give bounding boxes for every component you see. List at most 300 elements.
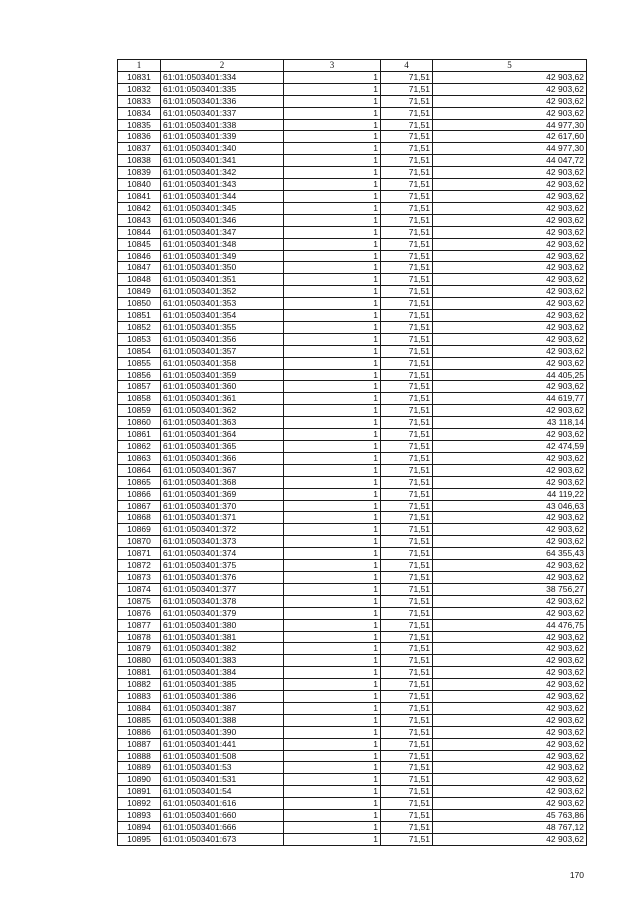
cadastral-number-cell: 61:01:0503401:357 — [161, 345, 284, 357]
table-row — [118, 95, 587, 107]
value-cell: 42 903,62 — [433, 345, 587, 357]
value-cell: 42 903,62 — [433, 571, 587, 583]
row-number-cell: 10858 — [118, 393, 161, 405]
table-row — [118, 262, 587, 274]
cadastral-number-cell: 61:01:0503401:364 — [161, 429, 284, 441]
cadastral-number-cell: 61:01:0503401:339 — [161, 131, 284, 143]
value-cell: 42 903,62 — [433, 655, 587, 667]
quantity-cell: 1 — [284, 524, 381, 536]
table-row — [118, 798, 587, 810]
cadastral-number-cell: 61:01:0503401:371 — [161, 512, 284, 524]
quantity-cell: 1 — [284, 488, 381, 500]
cadastral-number-cell: 61:01:0503401:361 — [161, 393, 284, 405]
area-cell: 71,51 — [381, 143, 433, 155]
area-cell: 71,51 — [381, 822, 433, 834]
cadastral-number-cell: 61:01:0503401:360 — [161, 381, 284, 393]
table-row — [118, 512, 587, 524]
area-cell: 71,51 — [381, 667, 433, 679]
row-number-cell: 10853 — [118, 333, 161, 345]
area-cell: 71,51 — [381, 369, 433, 381]
row-number-cell: 10833 — [118, 95, 161, 107]
quantity-cell: 1 — [284, 798, 381, 810]
row-number-cell: 10881 — [118, 667, 161, 679]
area-cell: 71,51 — [381, 429, 433, 441]
row-number-cell: 10835 — [118, 119, 161, 131]
row-number-cell: 10875 — [118, 595, 161, 607]
row-number-cell: 10874 — [118, 583, 161, 595]
quantity-cell: 1 — [284, 107, 381, 119]
quantity-cell: 1 — [284, 464, 381, 476]
row-number-cell: 10832 — [118, 83, 161, 95]
quantity-cell: 1 — [284, 95, 381, 107]
table-row — [118, 452, 587, 464]
table-row — [118, 714, 587, 726]
value-cell: 42 903,62 — [433, 250, 587, 262]
value-cell: 42 903,62 — [433, 833, 587, 845]
quantity-cell: 1 — [284, 595, 381, 607]
quantity-cell: 1 — [284, 691, 381, 703]
quantity-cell: 1 — [284, 738, 381, 750]
area-cell: 71,51 — [381, 131, 433, 143]
quantity-cell: 1 — [284, 452, 381, 464]
cadastral-number-cell: 61:01:0503401:368 — [161, 476, 284, 488]
quantity-cell: 1 — [284, 548, 381, 560]
table-row — [118, 595, 587, 607]
value-cell: 42 903,62 — [433, 357, 587, 369]
row-number-cell: 10882 — [118, 679, 161, 691]
row-number-cell: 10891 — [118, 786, 161, 798]
row-number-cell: 10895 — [118, 833, 161, 845]
area-cell: 71,51 — [381, 619, 433, 631]
value-cell: 38 756,27 — [433, 583, 587, 595]
row-number-cell: 10834 — [118, 107, 161, 119]
page-number: 170 — [569, 870, 584, 880]
area-cell: 71,51 — [381, 95, 433, 107]
value-cell: 42 903,62 — [433, 738, 587, 750]
area-cell: 71,51 — [381, 333, 433, 345]
table-row — [118, 119, 587, 131]
table-row — [118, 548, 587, 560]
quantity-cell: 1 — [284, 714, 381, 726]
table-row — [118, 619, 587, 631]
value-cell: 42 903,62 — [433, 560, 587, 572]
table-row — [118, 274, 587, 286]
area-cell: 71,51 — [381, 774, 433, 786]
cadastral-number-cell: 61:01:0503401:340 — [161, 143, 284, 155]
column-header-3: 3 — [284, 60, 381, 72]
table-row — [118, 107, 587, 119]
row-number-cell: 10840 — [118, 179, 161, 191]
table-row — [118, 190, 587, 202]
value-cell: 45 763,86 — [433, 810, 587, 822]
table-body — [118, 71, 587, 845]
area-cell: 71,51 — [381, 119, 433, 131]
value-cell: 42 903,62 — [433, 726, 587, 738]
cadastral-number-cell: 61:01:0503401:343 — [161, 179, 284, 191]
table-row — [118, 417, 587, 429]
table-row — [118, 345, 587, 357]
row-number-cell: 10890 — [118, 774, 161, 786]
table-row — [118, 83, 587, 95]
column-header-1: 1 — [118, 60, 161, 72]
quantity-cell: 1 — [284, 679, 381, 691]
quantity-cell: 1 — [284, 810, 381, 822]
value-cell: 42 903,62 — [433, 691, 587, 703]
row-number-cell: 10893 — [118, 810, 161, 822]
quantity-cell: 1 — [284, 405, 381, 417]
row-number-cell: 10871 — [118, 548, 161, 560]
cadastral-number-cell: 61:01:0503401:346 — [161, 214, 284, 226]
row-number-cell: 10877 — [118, 619, 161, 631]
value-cell: 42 903,62 — [433, 107, 587, 119]
table-row — [118, 667, 587, 679]
value-cell: 42 617,60 — [433, 131, 587, 143]
area-cell: 71,51 — [381, 286, 433, 298]
row-number-cell: 10836 — [118, 131, 161, 143]
value-cell: 42 903,62 — [433, 750, 587, 762]
area-cell: 71,51 — [381, 762, 433, 774]
quantity-cell: 1 — [284, 71, 381, 83]
area-cell: 71,51 — [381, 655, 433, 667]
cadastral-number-cell: 61:01:0503401:337 — [161, 107, 284, 119]
cadastral-number-cell: 61:01:0503401:616 — [161, 798, 284, 810]
value-cell: 42 903,62 — [433, 310, 587, 322]
area-cell: 71,51 — [381, 274, 433, 286]
table-row — [118, 167, 587, 179]
area-cell: 71,51 — [381, 691, 433, 703]
area-cell: 71,51 — [381, 417, 433, 429]
area-cell: 71,51 — [381, 250, 433, 262]
quantity-cell: 1 — [284, 262, 381, 274]
area-cell: 71,51 — [381, 155, 433, 167]
table-row — [118, 607, 587, 619]
row-number-cell: 10887 — [118, 738, 161, 750]
cadastral-number-cell: 61:01:0503401:366 — [161, 452, 284, 464]
area-cell: 71,51 — [381, 631, 433, 643]
table-row — [118, 476, 587, 488]
cadastral-number-cell: 61:01:0503401:660 — [161, 810, 284, 822]
value-cell: 42 903,62 — [433, 83, 587, 95]
area-cell: 71,51 — [381, 381, 433, 393]
cadastral-number-cell: 61:01:0503401:358 — [161, 357, 284, 369]
table-row — [118, 321, 587, 333]
value-cell: 42 903,62 — [433, 95, 587, 107]
cadastral-number-cell: 61:01:0503401:362 — [161, 405, 284, 417]
cadastral-number-cell: 61:01:0503401:374 — [161, 548, 284, 560]
cadastral-number-cell: 61:01:0503401:376 — [161, 571, 284, 583]
table-row — [118, 750, 587, 762]
table-row — [118, 464, 587, 476]
row-number-cell: 10872 — [118, 560, 161, 572]
quantity-cell: 1 — [284, 167, 381, 179]
quantity-cell: 1 — [284, 286, 381, 298]
cadastral-number-cell: 61:01:0503401:363 — [161, 417, 284, 429]
cadastral-number-cell: 61:01:0503401:353 — [161, 298, 284, 310]
area-cell: 71,51 — [381, 607, 433, 619]
area-cell: 71,51 — [381, 214, 433, 226]
table-row — [118, 786, 587, 798]
area-cell: 71,51 — [381, 786, 433, 798]
value-cell: 42 903,62 — [433, 762, 587, 774]
value-cell: 42 903,62 — [433, 512, 587, 524]
quantity-cell: 1 — [284, 643, 381, 655]
area-cell: 71,51 — [381, 190, 433, 202]
value-cell: 44 476,75 — [433, 619, 587, 631]
row-number-cell: 10885 — [118, 714, 161, 726]
quantity-cell: 1 — [284, 762, 381, 774]
table-row — [118, 655, 587, 667]
area-cell: 71,51 — [381, 583, 433, 595]
quantity-cell: 1 — [284, 131, 381, 143]
value-cell: 42 903,62 — [433, 714, 587, 726]
table-row — [118, 571, 587, 583]
table-row — [118, 310, 587, 322]
quantity-cell: 1 — [284, 560, 381, 572]
area-cell: 71,51 — [381, 750, 433, 762]
value-cell: 48 767,12 — [433, 822, 587, 834]
row-number-cell: 10857 — [118, 381, 161, 393]
quantity-cell: 1 — [284, 250, 381, 262]
area-cell: 71,51 — [381, 714, 433, 726]
value-cell: 42 903,62 — [433, 238, 587, 250]
area-cell: 71,51 — [381, 476, 433, 488]
quantity-cell: 1 — [284, 310, 381, 322]
quantity-cell: 1 — [284, 726, 381, 738]
quantity-cell: 1 — [284, 619, 381, 631]
cadastral-number-cell: 61:01:0503401:372 — [161, 524, 284, 536]
quantity-cell: 1 — [284, 226, 381, 238]
table-row — [118, 691, 587, 703]
row-number-cell: 10847 — [118, 262, 161, 274]
value-cell: 43 046,63 — [433, 500, 587, 512]
quantity-cell: 1 — [284, 393, 381, 405]
table-row — [118, 524, 587, 536]
area-cell: 71,51 — [381, 310, 433, 322]
row-number-cell: 10888 — [118, 750, 161, 762]
cadastral-number-cell: 61:01:0503401:344 — [161, 190, 284, 202]
quantity-cell: 1 — [284, 512, 381, 524]
quantity-cell: 1 — [284, 774, 381, 786]
cadastral-number-cell: 61:01:0503401:386 — [161, 691, 284, 703]
table-row — [118, 155, 587, 167]
cadastral-number-cell: 61:01:0503401:351 — [161, 274, 284, 286]
cadastral-number-cell: 61:01:0503401:359 — [161, 369, 284, 381]
value-cell: 44 405,25 — [433, 369, 587, 381]
quantity-cell: 1 — [284, 441, 381, 453]
quantity-cell: 1 — [284, 333, 381, 345]
row-number-cell: 10869 — [118, 524, 161, 536]
cadastral-number-cell: 61:01:0503401:673 — [161, 833, 284, 845]
row-number-cell: 10856 — [118, 369, 161, 381]
table-row — [118, 762, 587, 774]
table-row — [118, 202, 587, 214]
cadastral-number-cell: 61:01:0503401:369 — [161, 488, 284, 500]
row-number-cell: 10886 — [118, 726, 161, 738]
quantity-cell: 1 — [284, 476, 381, 488]
quantity-cell: 1 — [284, 786, 381, 798]
cadastral-number-cell: 61:01:0503401:373 — [161, 536, 284, 548]
value-cell: 42 903,62 — [433, 190, 587, 202]
table-row — [118, 643, 587, 655]
row-number-cell: 10864 — [118, 464, 161, 476]
value-cell: 42 903,62 — [433, 607, 587, 619]
table-row — [118, 631, 587, 643]
table-row — [118, 810, 587, 822]
cadastral-number-cell: 61:01:0503401:354 — [161, 310, 284, 322]
value-cell: 44 977,30 — [433, 119, 587, 131]
table-row — [118, 214, 587, 226]
area-cell: 71,51 — [381, 548, 433, 560]
header-row — [118, 60, 587, 72]
quantity-cell: 1 — [284, 429, 381, 441]
table-row — [118, 488, 587, 500]
quantity-cell: 1 — [284, 143, 381, 155]
value-cell: 42 903,62 — [433, 476, 587, 488]
table-row — [118, 393, 587, 405]
area-cell: 71,51 — [381, 357, 433, 369]
table-row — [118, 71, 587, 83]
cadastral-number-cell: 61:01:0503401:54 — [161, 786, 284, 798]
table-row — [118, 298, 587, 310]
row-number-cell: 10883 — [118, 691, 161, 703]
table-row — [118, 369, 587, 381]
area-cell: 71,51 — [381, 738, 433, 750]
area-cell: 71,51 — [381, 798, 433, 810]
row-number-cell: 10841 — [118, 190, 161, 202]
row-number-cell: 10859 — [118, 405, 161, 417]
cadastral-number-cell: 61:01:0503401:370 — [161, 500, 284, 512]
column-header-2: 2 — [161, 60, 284, 72]
column-header-5: 5 — [433, 60, 587, 72]
table-row — [118, 500, 587, 512]
area-cell: 71,51 — [381, 345, 433, 357]
value-cell: 42 903,62 — [433, 464, 587, 476]
row-number-cell: 10852 — [118, 321, 161, 333]
quantity-cell: 1 — [284, 179, 381, 191]
quantity-cell: 1 — [284, 214, 381, 226]
area-cell: 71,51 — [381, 560, 433, 572]
cadastral-number-cell: 61:01:0503401:382 — [161, 643, 284, 655]
quantity-cell: 1 — [284, 238, 381, 250]
cadastral-number-cell: 61:01:0503401:352 — [161, 286, 284, 298]
data-table — [117, 59, 587, 846]
area-cell: 71,51 — [381, 679, 433, 691]
area-cell: 71,51 — [381, 167, 433, 179]
table-row — [118, 583, 587, 595]
area-cell: 71,51 — [381, 500, 433, 512]
value-cell: 44 977,30 — [433, 143, 587, 155]
row-number-cell: 10861 — [118, 429, 161, 441]
quantity-cell: 1 — [284, 369, 381, 381]
row-number-cell: 10876 — [118, 607, 161, 619]
value-cell: 42 903,62 — [433, 298, 587, 310]
value-cell: 42 903,62 — [433, 524, 587, 536]
cadastral-number-cell: 61:01:0503401:390 — [161, 726, 284, 738]
table-row — [118, 726, 587, 738]
table-row — [118, 833, 587, 845]
row-number-cell: 10865 — [118, 476, 161, 488]
quantity-cell: 1 — [284, 655, 381, 667]
quantity-cell: 1 — [284, 345, 381, 357]
cadastral-number-cell: 61:01:0503401:349 — [161, 250, 284, 262]
quantity-cell: 1 — [284, 536, 381, 548]
value-cell: 64 355,43 — [433, 548, 587, 560]
value-cell: 42 903,62 — [433, 702, 587, 714]
table-row — [118, 143, 587, 155]
area-cell: 71,51 — [381, 571, 433, 583]
area-cell: 71,51 — [381, 464, 433, 476]
cadastral-number-cell: 61:01:0503401:53 — [161, 762, 284, 774]
area-cell: 71,51 — [381, 643, 433, 655]
row-number-cell: 10838 — [118, 155, 161, 167]
row-number-cell: 10867 — [118, 500, 161, 512]
row-number-cell: 10849 — [118, 286, 161, 298]
cadastral-number-cell: 61:01:0503401:441 — [161, 738, 284, 750]
quantity-cell: 1 — [284, 321, 381, 333]
quantity-cell: 1 — [284, 83, 381, 95]
value-cell: 42 903,62 — [433, 643, 587, 655]
quantity-cell: 1 — [284, 667, 381, 679]
quantity-cell: 1 — [284, 381, 381, 393]
row-number-cell: 10831 — [118, 71, 161, 83]
value-cell: 42 903,62 — [433, 321, 587, 333]
value-cell: 42 474,59 — [433, 441, 587, 453]
cadastral-number-cell: 61:01:0503401:338 — [161, 119, 284, 131]
cadastral-number-cell: 61:01:0503401:335 — [161, 83, 284, 95]
row-number-cell: 10843 — [118, 214, 161, 226]
area-cell: 71,51 — [381, 833, 433, 845]
table-row — [118, 381, 587, 393]
value-cell: 42 903,62 — [433, 226, 587, 238]
value-cell: 44 619,77 — [433, 393, 587, 405]
cadastral-number-cell: 61:01:0503401:388 — [161, 714, 284, 726]
cadastral-number-cell: 61:01:0503401:355 — [161, 321, 284, 333]
table-row — [118, 286, 587, 298]
cadastral-number-cell: 61:01:0503401:378 — [161, 595, 284, 607]
quantity-cell: 1 — [284, 500, 381, 512]
quantity-cell: 1 — [284, 702, 381, 714]
row-number-cell: 10878 — [118, 631, 161, 643]
table-row — [118, 702, 587, 714]
value-cell: 42 903,62 — [433, 798, 587, 810]
area-cell: 71,51 — [381, 512, 433, 524]
row-number-cell: 10873 — [118, 571, 161, 583]
quantity-cell: 1 — [284, 631, 381, 643]
row-number-cell: 10889 — [118, 762, 161, 774]
row-number-cell: 10844 — [118, 226, 161, 238]
value-cell: 42 903,62 — [433, 536, 587, 548]
row-number-cell: 10880 — [118, 655, 161, 667]
cadastral-number-cell: 61:01:0503401:367 — [161, 464, 284, 476]
table-row — [118, 429, 587, 441]
cadastral-number-cell: 61:01:0503401:347 — [161, 226, 284, 238]
cadastral-number-cell: 61:01:0503401:365 — [161, 441, 284, 453]
quantity-cell: 1 — [284, 357, 381, 369]
quantity-cell: 1 — [284, 274, 381, 286]
area-cell: 71,51 — [381, 405, 433, 417]
cadastral-number-cell: 61:01:0503401:379 — [161, 607, 284, 619]
area-cell: 71,51 — [381, 238, 433, 250]
value-cell: 42 903,62 — [433, 786, 587, 798]
value-cell: 43 118,14 — [433, 417, 587, 429]
table-row — [118, 131, 587, 143]
area-cell: 71,51 — [381, 726, 433, 738]
value-cell: 42 903,62 — [433, 429, 587, 441]
cadastral-number-cell: 61:01:0503401:334 — [161, 71, 284, 83]
quantity-cell: 1 — [284, 833, 381, 845]
value-cell: 42 903,62 — [433, 286, 587, 298]
row-number-cell: 10863 — [118, 452, 161, 464]
